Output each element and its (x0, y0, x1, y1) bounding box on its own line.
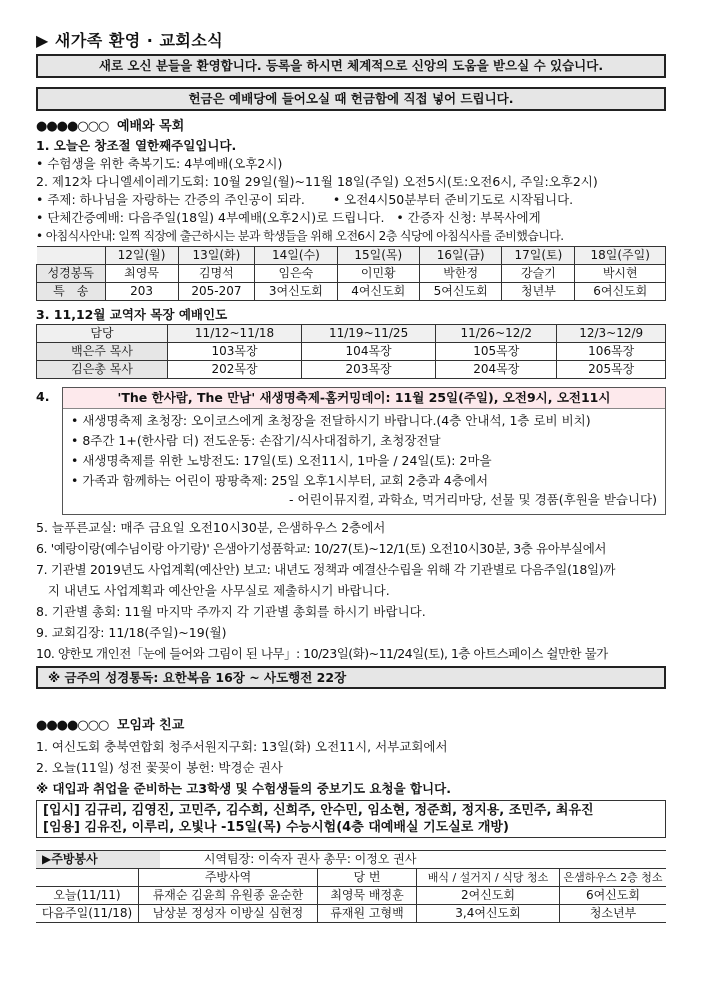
notice-item: 6. '예랑이랑(예수님이랑 아기랑)' 은샘아기성품학교: 10/27(토)~12/1(토) 오전10시30분, 3층 유아부실에서 (36, 541, 607, 556)
table-cell: 3여신도회 (255, 283, 337, 301)
welcome-box: 새로 오신 분들을 환영합니다. 등록을 하시면 체계적으로 신앙의 도움을 받으실 수 있습니다. (36, 54, 666, 78)
column-header: 11/19~11/25 (302, 325, 436, 343)
table-row (37, 325, 666, 343)
festival-header: 'The 한사람, The 만남' 새생명축제-홈커밍데이: 11월 25일(주일), 오전9시, 오전11시 (63, 388, 665, 409)
notice-item: 2. 오늘(11일) 성전 꽃꽂이 봉헌: 박경순 권사 (36, 760, 283, 775)
table-cell: 5여신도회 (419, 283, 501, 301)
column-header: 배식 / 설거지 / 식당 청소 (417, 869, 560, 887)
table-cell: 6여신도회 (575, 283, 666, 301)
notice-subitem: • 오전4시50분부터 준비기도로 시작됩니다. (332, 192, 574, 207)
day-header: 18일(주일) (575, 247, 666, 265)
table-cell: 이민황 (337, 265, 419, 283)
kitchen-table (36, 850, 666, 923)
table-cell: 203목장 (302, 361, 436, 379)
section-worship-heading (36, 117, 666, 137)
table-cell: 204목장 (436, 361, 557, 379)
notice-item: 7. 기관별 2019년도 사업계획(예산안) 보고: 내년도 정책과 예결산수립을 위해 각 기관별로 다음주일(18일)까 (36, 562, 616, 577)
bullet-dots-icon: ●●●●○○○ (36, 119, 109, 134)
row-label: 다음주일(11/18) (36, 905, 139, 923)
table-cell: 청년부 (502, 283, 575, 301)
day-header: 12일(월) (105, 247, 178, 265)
notice-number: 4. (36, 389, 50, 404)
section-fellowship-heading (36, 716, 666, 736)
table-row (37, 265, 666, 283)
notice-item: 1. 오늘은 창조절 열한째주일입니다. (36, 138, 237, 153)
table-row (36, 851, 666, 869)
day-header: 15일(목) (337, 247, 419, 265)
column-header: 은샘하우스 2층 청소 (560, 869, 667, 887)
table-cell: 남상분 정성자 이방실 심현정 (139, 905, 318, 923)
day-header: 13일(화) (178, 247, 255, 265)
notice-subitem-row (36, 209, 666, 227)
prayer-request: ※ 대입과 취업을 준비하는 고3학생 및 수험생들의 중보기도 요청을 합니다. (36, 781, 451, 796)
table-cell: 4여신도회 (337, 283, 419, 301)
column-header: 11/26~12/2 (436, 325, 557, 343)
more-notices (36, 517, 666, 664)
pastor-table (36, 324, 666, 379)
festival-bullet: • 새생명축제 초청장: 오이코스에게 초청장을 전달하시기 바랍니다.(4층 안내석, 1층 로비 비치) (71, 413, 591, 428)
exam-line: [임용] 김유진, 이루리, 오빛나 -15일(목) 수능시험(4층 대예배실 기도실로 개방) (43, 820, 509, 835)
column-header (36, 869, 139, 887)
notice-item: 5. 늘푸른교실: 매주 금요일 오전10시30분, 은샘하우스 2층에서 (36, 520, 386, 535)
column-header: 12/3~12/9 (557, 325, 666, 343)
row-label: 오늘(11/11) (36, 887, 139, 905)
notice-item: 10. 양한모 개인전「눈에 들어와 그림이 된 나무」: 10/23일(화)~11/24일(토), 1층 아트스페이스 쉴만한 물가 (36, 646, 608, 661)
table-row (36, 869, 666, 887)
festival-box (62, 387, 666, 515)
exam-line: [입시] 김규리, 김영진, 고민주, 김수희, 신희주, 안수민, 임소현, 정준희, 정지용, 조민주, 최유진 (43, 803, 594, 818)
bullet-dots-icon: ●●●●○○○ (36, 718, 109, 733)
page-title: ▶ 새가족 환영 · 교회소식 (36, 31, 224, 50)
offering-box: 헌금은 예배당에 들어오실 때 헌금함에 직접 넣어 드립니다. (36, 87, 666, 111)
notice-subitem-row (36, 191, 666, 209)
exam-students-box (36, 800, 666, 838)
table-cell: 강슬기 (502, 265, 575, 283)
table-cell: 205목장 (557, 361, 666, 379)
table-cell: 류재순 김윤희 유원종 윤순한 (139, 887, 318, 905)
notice-subitem: • 아침식사안내: 일찍 직장에 출근하시는 분과 학생들을 위해 오전6시 2층 식당에 아침식사를 준비했습니다. (36, 229, 564, 243)
table-row (37, 343, 666, 361)
kitchen-title: ▶주방봉사 (36, 851, 160, 868)
row-label: 특 송 (37, 283, 106, 301)
column-header: 11/12~11/18 (168, 325, 302, 343)
section-title: 예배와 목회 (116, 119, 185, 134)
row-label: 김은총 목사 (37, 361, 168, 379)
table-cell: 류재원 고형백 (318, 905, 417, 923)
table-cell: 2여신도회 (417, 887, 560, 905)
table-cell: 205-207 (178, 283, 255, 301)
kitchen-title-row (36, 851, 666, 869)
table-cell: 박한정 (419, 265, 501, 283)
table-cell: 106목장 (557, 343, 666, 361)
notice-subitem: • 주제: 하나님을 자랑하는 간증의 주인공이 되라. (36, 192, 305, 207)
row-label: 백은주 목사 (37, 343, 168, 361)
notice-subitem: • 단체간증예배: 다음주일(18일) 4부예배(오후2시)로 드립니다. (36, 210, 385, 225)
table-cell: 최영묵 배정훈 (318, 887, 417, 905)
notice-item: 9. 교회김장: 11/18(주일)~19(월) (36, 625, 227, 640)
festival-bullet: • 가족과 함께하는 어린이 팡팡축제: 25일 오후1시부터, 교회 2층과 4층에서 (71, 473, 489, 488)
table-cell: 임은숙 (255, 265, 337, 283)
table-cell: 103목장 (168, 343, 302, 361)
schedule-table (36, 246, 666, 301)
table-row (37, 361, 666, 379)
table-cell: 박시현 (575, 265, 666, 283)
table-row (37, 247, 666, 265)
table-row (36, 887, 666, 905)
notice-item: 8. 기관별 총회: 11월 마지막 주까지 각 기관별 총회를 하시기 바랍니다. (36, 604, 426, 619)
table-cell: 202목장 (168, 361, 302, 379)
table-cell: 104목장 (302, 343, 436, 361)
table-row (36, 905, 666, 923)
column-header: 담당 (37, 325, 168, 343)
day-header: 16일(금) (419, 247, 501, 265)
table-cell: 6여신도회 (560, 887, 667, 905)
column-header: 당 번 (318, 869, 417, 887)
table-corner (37, 247, 106, 265)
festival-subbullet: - 어린이뮤지컬, 과학쇼, 먹거리마당, 선물 및 경품(후원을 받습니다) (289, 492, 657, 507)
table-cell: 3,4여신도회 (417, 905, 560, 923)
column-header: 주방사역 (139, 869, 318, 887)
table-cell: 105목장 (436, 343, 557, 361)
notice-item: 2. 제12차 다니엘세이레기도회: 10월 29일(월)~11월 18일(주일) 오전5시(토:오전6시, 주일:오후2시) (36, 174, 598, 189)
bible-reading-box: ※ 금주의 성경통독: 요한복음 16장 ~ 사도행전 22장 (36, 666, 666, 689)
table-cell: 청소년부 (560, 905, 667, 923)
table-cell: 김명석 (178, 265, 255, 283)
table-cell: 최영묵 (105, 265, 178, 283)
day-header: 17일(토) (502, 247, 575, 265)
notice-item: 1. 여신도회 충북연합회 청주서원지구회: 13일(화) 오전11시, 서부교회에서 (36, 739, 448, 754)
table-row (37, 283, 666, 301)
section-title: 모임과 친교 (116, 718, 185, 733)
kitchen-leaders: 시역팀장: 이숙자 권사 총무: 이정오 권사 (203, 852, 417, 866)
festival-notice (36, 387, 666, 515)
row-label: 성경봉독 (37, 265, 106, 283)
day-header: 14일(수) (255, 247, 337, 265)
notice-subitem: • 수험생을 위한 축복기도: 4부예배(오후2시) (36, 156, 283, 171)
table-cell: 203 (105, 283, 178, 301)
festival-bullet: • 새생명축제를 위한 노방전도: 17일(토) 오전11시, 1마을 / 24일(토): 2마을 (71, 453, 492, 468)
notice-subitem: • 간증자 신청: 부목사에게 (396, 210, 541, 225)
notice-item: 3. 11,12월 교역자 목장 예배인도 (36, 307, 228, 322)
festival-bullet: • 8주간 1+(한사람 더) 전도운동: 손잡기/식사대접하기, 초청장전달 (71, 433, 441, 448)
notice-item: 지 내년도 사업계획과 예산안을 사무실로 제출하시기 바랍니다. (36, 583, 390, 598)
